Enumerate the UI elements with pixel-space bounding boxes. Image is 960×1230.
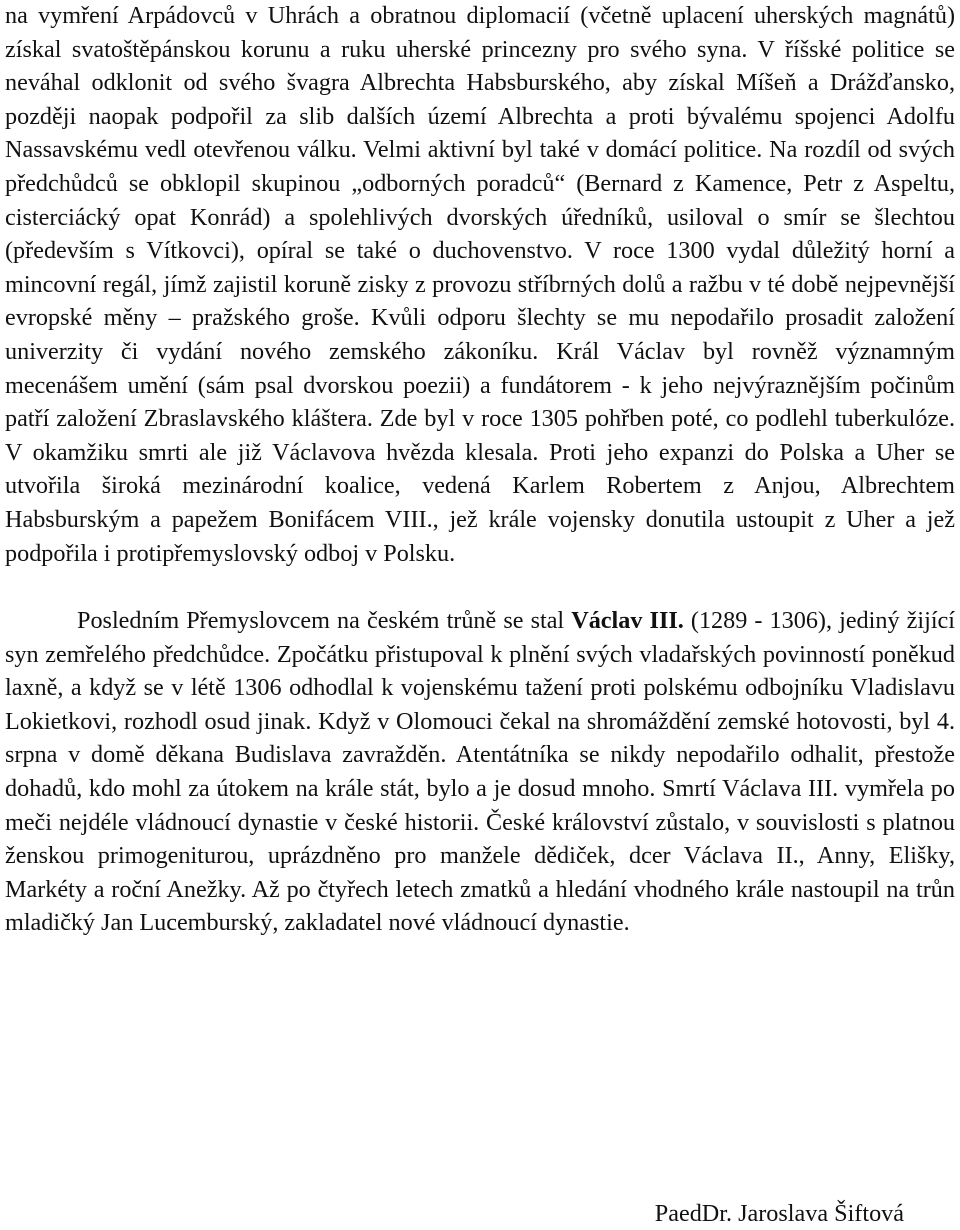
author-signature: PaedDr. Jaroslava Šiftová: [654, 1200, 904, 1227]
paragraph-vaclav-iii: [5, 604, 955, 940]
paragraph-vaclav-ii: na vymření Arpádovců v Uhrách a obratnou diplomacií (včetně uplacení uherských magnátů) získal svatoštěpánskou korunu a ruku uherské princezny pro svého syna. V říšské politice se neváhal odklonit od svého švagra Albrechta Habsburského, aby získal Míšeň a Drážďansko, později naopak podpořil za slib dalších území Albrechta a proti bývalému spojenci Adolfu Nassavskému vedl otevřenou válku. Velmi aktivní byl také v domácí politice. Na rozdíl od svých předchůdců se obklopil skupinou „odborných poradců“ (Bernard z Kamence, Petr z Aspeltu, cisterciácký opat Konrád) a spolehlivých dvorských úředníků, usiloval o smír se šlechtou (především s Vítkovci), opíral se také o duchovenstvo. V roce 1300 vydal důležitý horní a mincovní regál, jímž zajistil koruně zisky z provozu stříbrných dolů a ražbu v té době nejpevnější evropské měny – pražského groše. Kvůli odporu šlechty se mu nepodařilo prosadit založení univerzity či vydání nového zemského zákoníku. Král Václav byl rovněž významným mecenášem umění (sám psal dvorskou poezii) a fundátorem - k jeho nejvýraznějším počinům patří založení Zbraslavského kláštera. Zde byl v roce 1305 pohřben poté, co podlehl tuberkulóze. V okamžiku smrti ale již Václavova hvězda klesala. Proti jeho expanzi do Polska a Uher se utvořila široká mezinárodní koalice, vedená Karlem Robertem z Anjou, Albrechtem Habsburským a papežem Bonifácem VIII., jež krále vojensky donutila ustoupit z Uher a jež podpořila i protipřemyslovský odboj v Polsku.: [5, 2, 955, 567]
paragraph-intro: Posledním Přemyslovcem na českém trůně se stal: [77, 607, 572, 635]
paragraph-body: (1289 - 1306), jediný žijící syn zemřelého předchůdce. Zpočátku přistupoval k plnění svých vladařských povinností poněkud laxně, a když se v létě 1306 odhodlal k vojenskému tažení proti polskému odbojníku Vladislavu Lokietkovi, rozhodl osud jinak. Když v Olomouci čekal na shromáždění zemské hotovosti, byl 4. srpna v domě děkana Budislava zavražděn. Atentátníka se nikdy nepodařilo odhalit, přestože dohadů, kdo mohl za útokem na krále stát, bylo a je dosud mnoho. Smrtí Václava III. vymřela po meči nejdéle vládnoucí dynastie v české historii. České království zůstalo, v souvislosti s platnou ženskou primogeniturou, uprázdněno pro manžele dědiček, dcer Václava II., Anny, Elišky, Markéty a roční Anežky. Až po čtyřech letech zmatků a hledání vhodného krále nastoupil na trůn mladičký Jan Lucemburský, zakladatel nové vládnoucí dynastie.: [5, 607, 955, 937]
king-name-bold: Václav III.: [571, 607, 684, 635]
document-page: [5, 0, 955, 940]
